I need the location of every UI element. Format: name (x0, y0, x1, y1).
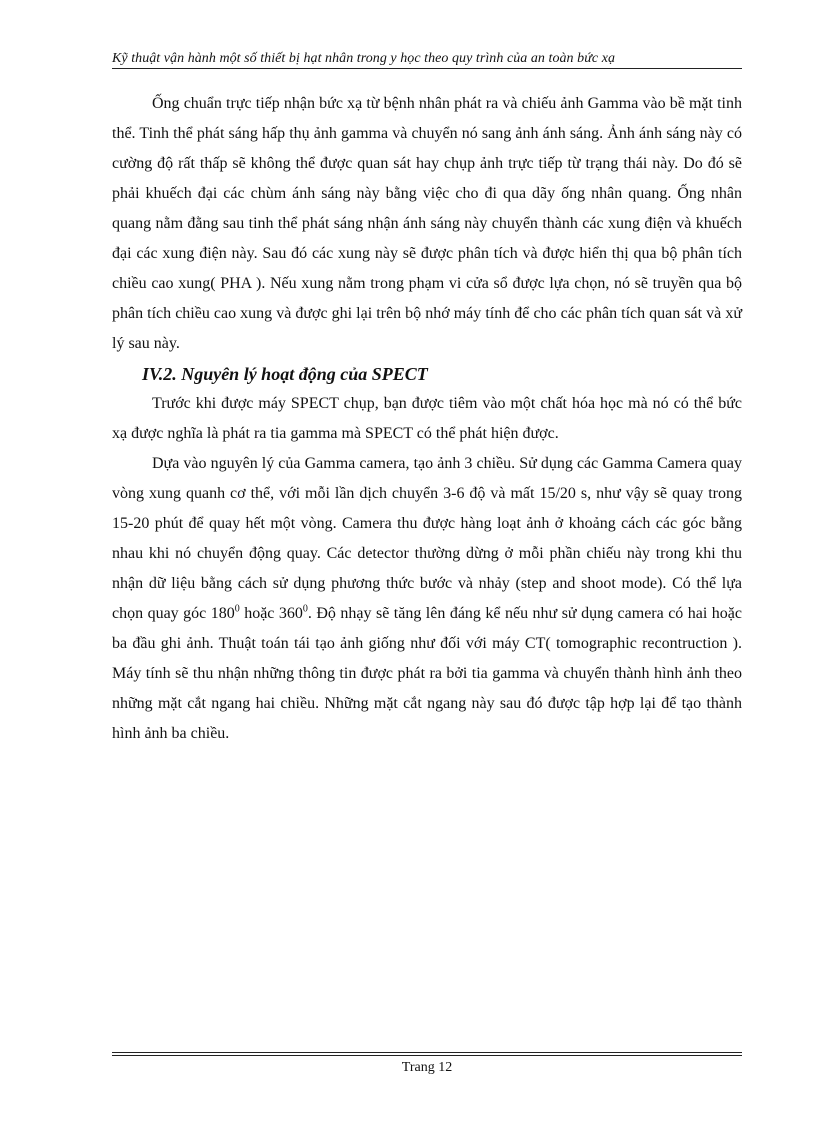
header-divider (112, 68, 742, 69)
section-heading: IV.2. Nguyên lý hoạt động của SPECT (142, 364, 428, 384)
paragraph-text: Dựa vào nguyên lý của Gamma camera, tạo ảnh 3 chiều. Sử dụng các Gamma Camera quay vòng xung quanh cơ thể, với mỗi lần dịch chuyển 3-6 độ và mất 15/20 s, như vậy sẽ quay trong 15-20 phút để quay hết một vòng. Camera thu được hàng loạt ảnh ở khoảng cách các góc bằng nhau khi nó chuyển động quay. Các detector thường dừng ở mỗi phần chiếu này trong khi thu nhận dữ liệu bằng cách sử dụng phương thức bước và nhảy (step and shoot mode). Có thể lựa chọn quay góc 180 (112, 455, 742, 622)
degree-superscript: 0 (302, 603, 308, 615)
document-body (112, 89, 742, 749)
footer-divider-top (112, 1052, 742, 1053)
paragraph-gamma-camera: Ống chuẩn trực tiếp nhận bức xạ từ bệnh nhân phát ra và chiếu ảnh Gamma vào bề mặt tinh thể. Tinh thể phát sáng hấp thụ ảnh gamma và chuyển nó sang ảnh ánh sáng. Ảnh ánh sáng này có cường độ rất thấp sẽ không thể được quan sát hay chụp ảnh trực tiếp từ trạng thái này. Do đó sẽ phải khuếch đại các chùm ánh sáng này bằng việc cho đi qua dãy ống nhân quang. Ống nhân quang nằm đằng sau tinh thể phát sáng nhận ánh sáng này chuyển thành các xung điện và khuếch đại các xung điện này. Sau đó các xung này sẽ được phân tích và được hiển thị qua bộ phân tích chiều cao xung( PHA ). Nếu xung nằm trong phạm vi cửa sổ được lựa chọn, nó sẽ truyền qua bộ phân tích chiều cao xung và được ghi lại trên bộ nhớ máy tính để cho các phân tích quan sát và xử lý sau này. (112, 95, 742, 352)
footer-divider-bottom (112, 1055, 742, 1056)
paragraph-text: hoặc 360 (239, 605, 303, 622)
paragraph-spect-injection: Trước khi được máy SPECT chụp, bạn được tiêm vào một chất hóa học mà nó có thể bức xạ được nghĩa là phát ra tia gamma mà SPECT có thể phát hiện được. (112, 395, 742, 442)
running-header: Kỹ thuật vận hành một số thiết bị hạt nhân trong y học theo quy trình của an toàn bức xạ (112, 51, 616, 66)
degree-superscript: 0 (234, 603, 240, 615)
paragraph-spect-principle (112, 449, 742, 749)
page-number: Trang 12 (401, 1060, 453, 1075)
paragraph-text: . Độ nhạy sẽ tăng lên đáng kể nếu như sử dụng camera có hai hoặc ba đầu ghi ảnh. Thuật toán tái tạo ảnh giống như đối với máy CT( tomographic recontruction ). Máy tính sẽ thu nhận những thông tin được phát ra bởi tia gamma và chuyển thành hình ảnh theo những mặt cắt ngang hai chiều. Những mặt cắt ngang này sau đó được tập hợp lại để tạo thành hình ảnh ba chiều. (112, 605, 743, 742)
